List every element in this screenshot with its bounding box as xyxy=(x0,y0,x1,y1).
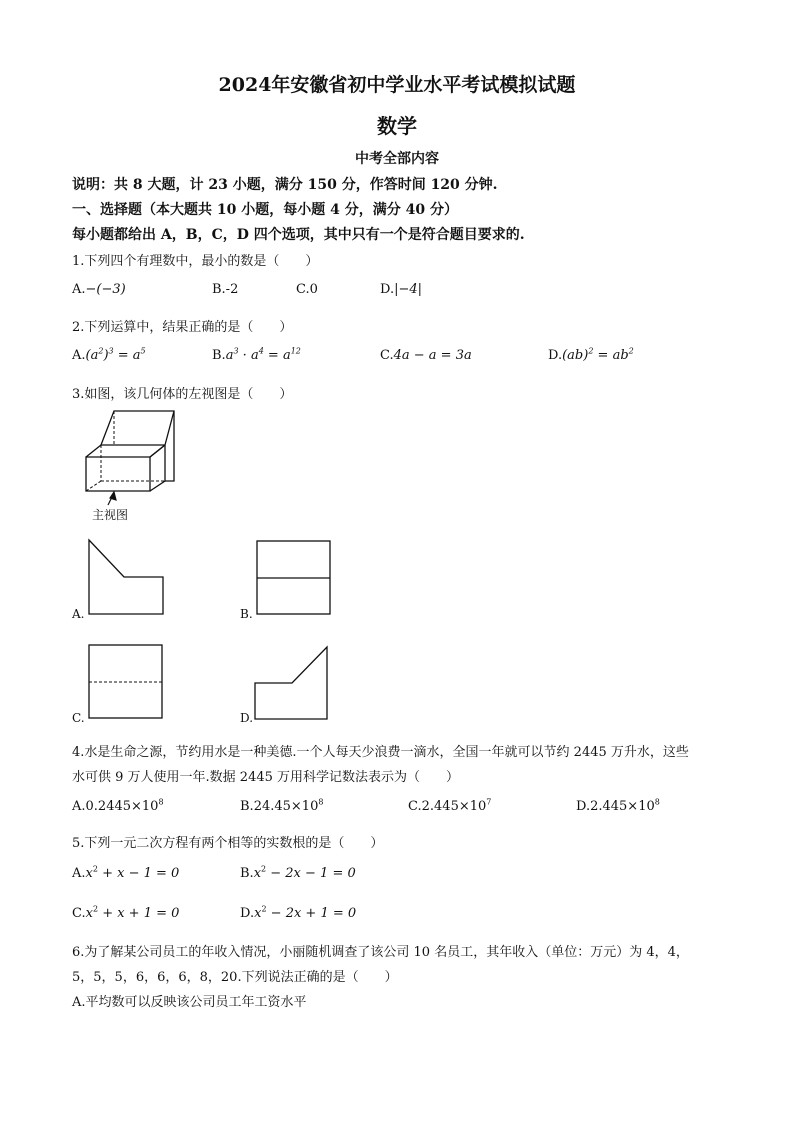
exam-note: 说明：共 8 大题，计 23 小题，满分 150 分，作答时间 120 分钟. xyxy=(72,177,498,193)
q1-stem: 1.下列四个有理数中，最小的数是（ ） xyxy=(72,254,319,269)
q3-option-c-label: C. xyxy=(72,711,85,725)
section1-heading: 一、选择题（本大题共 10 小题，每小题 4 分，满分 40 分） xyxy=(72,202,458,218)
section1-description: 每小题都给出 A，B，C，D 四个选项，其中只有一个是符合题目要求的. xyxy=(72,227,525,243)
q5-option-a: $A.x^2 + x - 1 = 0$ xyxy=(72,864,180,881)
subject-title: 数学 xyxy=(377,114,417,138)
q6-stem-line1: 6.为了解某公司员工的年收入情况，小丽随机调查了该公司 10 名员工，其年收入（单位：万元）为 4，4， xyxy=(72,945,689,960)
q3-option-d-label: D. xyxy=(240,711,254,725)
q3-option-a-label: A. xyxy=(72,607,85,621)
q3-stem: 3.如图，该几何体的左视图是（ ） xyxy=(72,387,293,402)
q2-option-d: $D.(ab)^2 = ab^2$ xyxy=(548,346,634,363)
q5-stem: 5.下列一元二次方程有两个相等的实数根的是（ ） xyxy=(72,836,384,851)
q6-option-a: A.平均数可以反映该公司员工年工资水平 xyxy=(72,995,307,1010)
q3-solid-figure xyxy=(80,405,180,505)
q5-option-b: $B.x^2 - 2x - 1 = 0$ xyxy=(240,864,356,881)
q4-stem-line1: 4.水是生命之源，节约用水是一种美德.一个人每天少浪费一滴水，全国一年就可以节约 2445 万升水，这些 xyxy=(72,745,689,760)
q4-option-c: $C.2.445\times 10^7$ xyxy=(408,797,492,814)
q3-main-view-label: 主视图 xyxy=(92,508,129,522)
q3-option-b-figure xyxy=(256,540,332,616)
exam-title: 2024年安徽省初中学业水平考试模拟试题 xyxy=(218,74,576,96)
q2-option-c: C.4a − a = 3a xyxy=(380,348,472,363)
q3-option-b-label: B. xyxy=(240,607,253,621)
q1-option-a: A.−(−3) xyxy=(72,282,126,297)
q5-option-d: $D.x^2 - 2x + 1 = 0$ xyxy=(240,904,357,921)
q3-option-c-figure xyxy=(88,644,164,720)
scope-subtitle: 中考全部内容 xyxy=(355,151,439,167)
q6-stem-line2: 5，5，5，6，6，6，8，20.下列说法正确的是（ ） xyxy=(72,970,398,985)
q3-option-d-figure xyxy=(254,646,330,722)
q1-option-c: C.0 xyxy=(296,282,318,297)
q1-option-b: B.-2 xyxy=(212,282,239,297)
q4-option-d: $D.2.445\times 10^8$ xyxy=(576,797,660,814)
q1-option-d: D.|−4| xyxy=(380,282,423,297)
q3-option-a-figure xyxy=(88,540,164,616)
q4-option-b: $B.24.45\times 10^8$ xyxy=(240,797,324,814)
q5-option-c: $C.x^2 + x + 1 = 0$ xyxy=(72,904,180,921)
q2-stem: 2.下列运算中，结果正确的是（ ） xyxy=(72,320,293,335)
q4-stem-line2: 水可供 9 万人使用一年.数据 2445 万用科学记数法表示为（ ） xyxy=(72,770,460,785)
q2-option-b: $B.a^3 \cdot a^4 = a^{12}$ xyxy=(212,346,301,363)
q4-option-a: $A.0.2445\times 10^8$ xyxy=(72,797,164,814)
q2-option-a: $A.(a^2)^3 = a^5$ xyxy=(72,346,146,363)
